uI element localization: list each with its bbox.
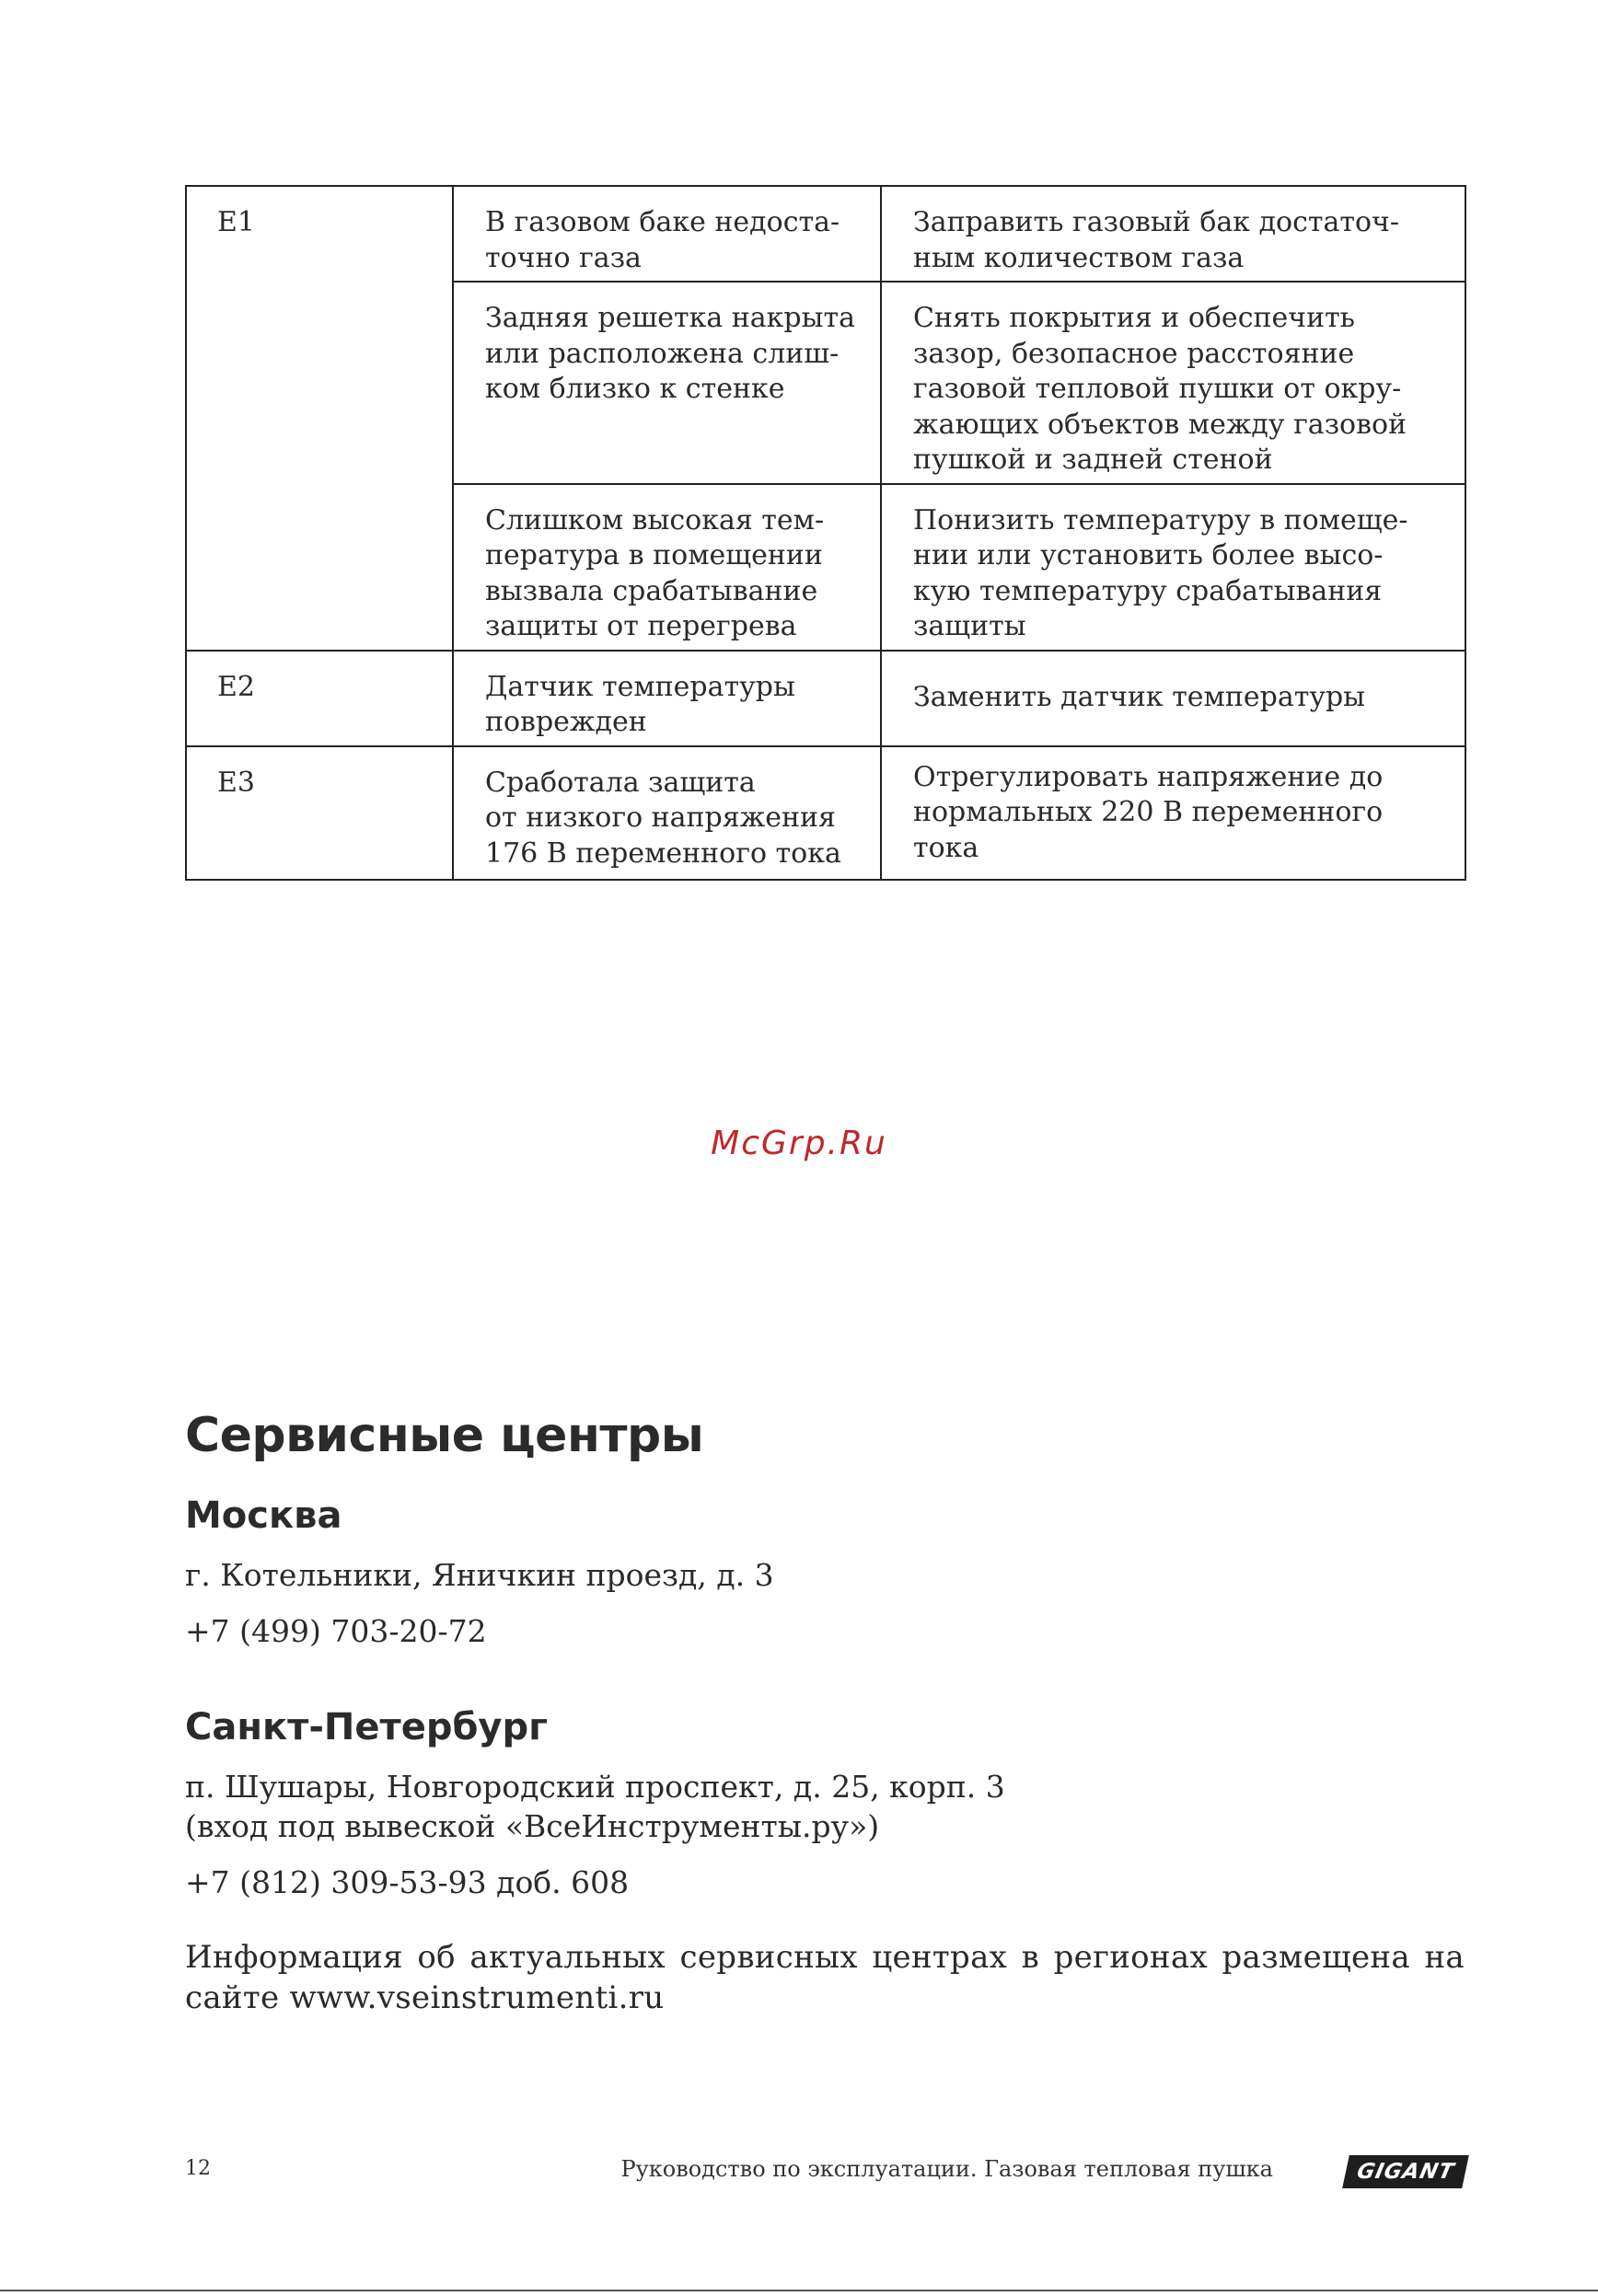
service-centers-section [185, 1408, 1465, 2018]
gigant-logo [1342, 2155, 1469, 2188]
cause-text: Задняя решетка накрыта или расположена слиш- ком близко к стенке [485, 302, 855, 405]
fix-cell [881, 651, 1465, 746]
phone-moscow: +7 (499) 703-20-72 [185, 1613, 487, 1649]
watermark-link[interactable]: McGrp.Ru [711, 1125, 887, 1162]
cause-cell [453, 484, 881, 651]
spacer [185, 1667, 1465, 1706]
table-row [186, 186, 1465, 282]
error-code-cell [186, 651, 453, 746]
fix-cell [881, 484, 1465, 651]
phone-spb: +7 (812) 309-53-93 доб. 608 [185, 1864, 630, 1900]
cause-cell [453, 651, 881, 746]
logo-text: GIGANT [1354, 2160, 1457, 2184]
page-number: 12 [185, 2157, 211, 2180]
fix-text: Заправить газовый бак достаточ- ным количеством газа [913, 206, 1400, 274]
fix-cell [881, 746, 1465, 881]
cause-text: Сработала защита от низкого напряжения 176 В переменного тока [485, 766, 841, 870]
cause-cell [453, 746, 881, 881]
cause-cell [453, 186, 881, 282]
fix-cell [881, 282, 1465, 484]
fix-cell [881, 186, 1465, 282]
error-code: E3 [217, 766, 255, 799]
error-code: E2 [217, 670, 255, 703]
city-heading-moscow: Москва [185, 1494, 342, 1537]
cause-text: Датчик температуры поврежден [485, 670, 795, 738]
error-code: E1 [217, 206, 255, 238]
fix-text: Снять покрытия и обеспечить зазор, безопасное расстояние газовой тепловой пушки от окру- жающих объектов между газовой пушкой и задней стеной [913, 302, 1407, 476]
fix-text: Заменить датчик температуры [913, 681, 1366, 714]
fix-text: Понизить температуру в помеще- нии или установить более высо- кую температуру срабатывания защиты [913, 503, 1408, 642]
document-title: Руководство по эксплуатации. Газовая тепловая пушка [620, 2156, 1273, 2182]
cause-cell [453, 282, 881, 484]
address-spb: п. Шушары, Новгородский проспект, д. 25, корп. 3 (вход под вывеской «ВсеИнструменты.ру») [185, 1769, 1005, 1844]
table-row [186, 651, 1465, 746]
table-row [186, 746, 1465, 881]
cause-text: Слишком высокая тем- пература в помещении вызвала срабатывание защиты от перегрева [485, 503, 825, 642]
error-code-cell [186, 186, 453, 651]
city-heading-spb: Санкт-Петербург [185, 1706, 549, 1748]
page-edge-line [0, 2290, 1598, 2291]
cause-text: В газовом баке недоста- точно газа [485, 206, 840, 274]
fix-text: Отрегулировать напряжение до нормальных 220 В переменного тока [913, 760, 1384, 864]
address-moscow: г. Котельники, Яничкин проезд, д. 3 [185, 1557, 774, 1593]
service-notice: Информация об актуальных сервисных центрах в регионах размещена на сайте www.vseinstrumenti.ru [185, 1939, 1465, 2016]
error-code-cell [186, 746, 453, 881]
troubleshooting-table [185, 185, 1466, 881]
section-title: Сервисные центры [185, 1408, 704, 1463]
